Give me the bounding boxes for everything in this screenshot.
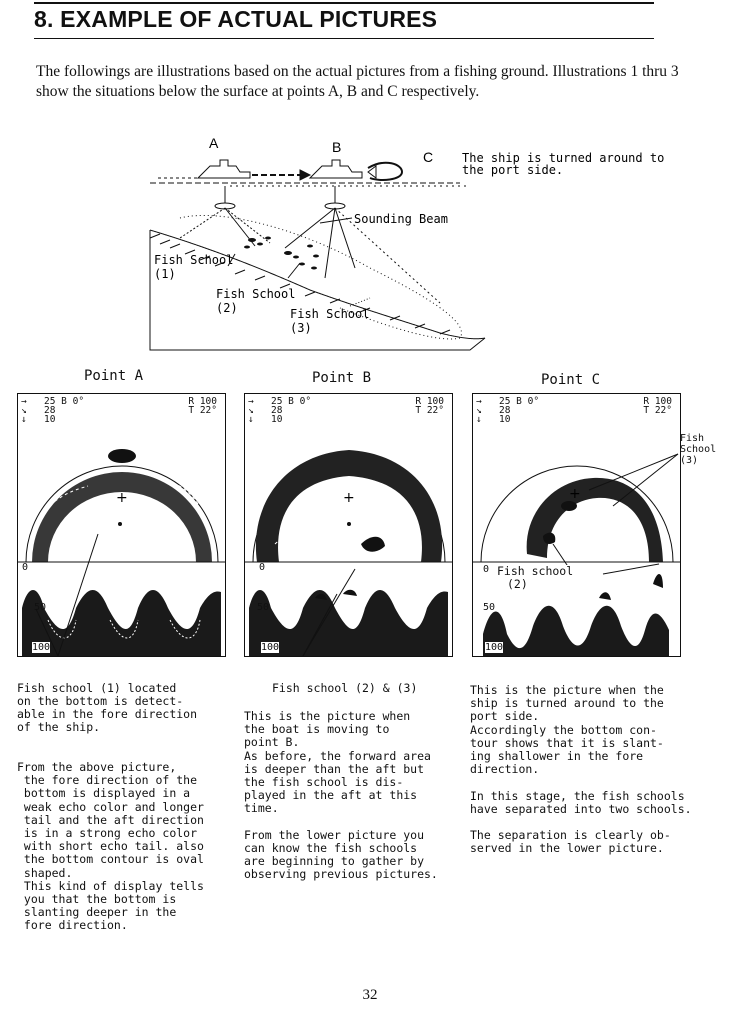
panel-c-icons: → ↘ ↓: [476, 396, 482, 425]
panel-c-sonar-display: [473, 394, 680, 656]
section-title: 8. EXAMPLE OF ACTUAL PICTURES: [34, 6, 438, 32]
caption-c: This is the picture when the ship is turned around to the port side. Accordingly the bottom con- tour shows that it is slant- ing shallower in the fore direction. In this stage, the fish schools have separated into two schools. The separation is clearly ob- served in the lower picture.: [470, 683, 692, 856]
top-rule: [34, 2, 654, 4]
caption-b-pointer: Fish school (2) & (3): [272, 681, 418, 695]
panel-b-depth-50: 50: [257, 602, 270, 613]
range-readout: R 100: [643, 396, 672, 407]
hdr-line-2: 28: [499, 405, 511, 416]
svg-text:+: +: [343, 490, 355, 506]
intro-paragraph: The followings are illustrations based on the actual pictures from a fishing ground. Illustrations 1 thru 3 show the situations below the surface at points A, B and C respectively.: [36, 63, 679, 100]
fish-school-2-num: (2): [216, 301, 238, 315]
caption-a: on the bottom is detect- able in the fore direction of the ship. From the above picture, the fore direction of the bottom is displayed in a weak echo color and longer tail and the aft direction is in a strong echo color with short echo tail. also the bottom contour is oval shaped. This kind of display tells you that the bottom is slanting deeper in the fore direction.: [17, 694, 204, 933]
fish-school-3-side-label-1: Fish: [680, 433, 705, 444]
point-c-title: Point C: [541, 372, 601, 388]
fish-school-2-inner-num: (2): [507, 577, 528, 591]
ship-b: [310, 160, 362, 178]
panel-a-sonar-display: [18, 394, 225, 656]
turn-note-1: The ship is turned around to: [462, 151, 665, 165]
fish-school-2-inner-label: Fish school: [497, 564, 574, 578]
panel-b-icons: → ↘ ↓: [248, 396, 254, 425]
hdr-line-2: 28: [44, 405, 56, 416]
hdr-line-1: 25 B 0°: [44, 396, 85, 407]
caption-b: This is the picture when the boat is moving to point B. As before, the forward area is deeper than the aft but the fish school is dis- played in the aft at this time. From the lower picture you can know the fish schools are beginning to gather by observing previous pictures.: [244, 709, 438, 882]
ship-a: [198, 160, 250, 178]
fish-school-3-label: Fish School: [290, 307, 370, 321]
point-b-title: Point B: [312, 370, 372, 386]
range-readout: R 100: [415, 396, 444, 407]
panel-c-depth-100: 100: [485, 642, 504, 653]
panel-b-depth-100: 100: [261, 642, 280, 653]
panel-a-icons: → ↘ ↓: [21, 396, 27, 425]
label-b: B: [332, 139, 342, 155]
point-a-title: Point A: [84, 368, 144, 384]
hdr-line-1: 25 B 0°: [271, 396, 312, 407]
fish-school-1-label: Fish School: [154, 253, 234, 267]
fish-school-3-num: (3): [290, 321, 312, 335]
panel-b-depth-0: 0: [259, 562, 266, 573]
hdr-line-3: 10: [271, 414, 283, 425]
panel-b-sonar-display: [245, 394, 452, 656]
sonar-panel-c: [472, 393, 681, 657]
label-c: C: [423, 149, 434, 165]
hdr-line-2: 28: [271, 405, 283, 416]
sonar-panel-a: [17, 393, 226, 657]
fishing-ground-diagram: [140, 128, 700, 358]
svg-text:+: +: [116, 490, 128, 506]
hdr-line-1: 25 B 0°: [499, 396, 540, 407]
hdr-line-3: 10: [499, 414, 511, 425]
turn-note-2: the port side.: [462, 163, 564, 177]
panel-c-depth-50: 50: [483, 602, 496, 613]
fish-school-3-side-label-2: School (3): [680, 444, 717, 466]
panel-a-depth-100: 100: [32, 642, 51, 653]
panel-a-depth-50: 50: [34, 602, 47, 613]
sounding-beam-label: Sounding Beam: [354, 212, 448, 226]
sonar-panel-b: [244, 393, 453, 657]
tilt-readout: T 22°: [643, 405, 672, 416]
panel-c-depth-0: 0: [483, 564, 490, 575]
hdr-line-3: 10: [44, 414, 56, 425]
range-readout: R 100: [188, 396, 217, 407]
diagram-drawing: [140, 128, 700, 358]
tilt-readout: T 22°: [188, 405, 217, 416]
title-underline: [34, 38, 654, 39]
caption-a-pointer: Fish school (1) located: [17, 681, 177, 695]
fish-school-2-label: Fish School: [216, 287, 296, 301]
fish-school-1-num: (1): [154, 267, 176, 281]
tilt-readout: T 22°: [415, 405, 444, 416]
label-a: A: [209, 135, 219, 151]
svg-text:+: +: [569, 486, 581, 502]
page-number: 32: [362, 987, 378, 1003]
panel-a-depth-0: 0: [22, 562, 29, 573]
